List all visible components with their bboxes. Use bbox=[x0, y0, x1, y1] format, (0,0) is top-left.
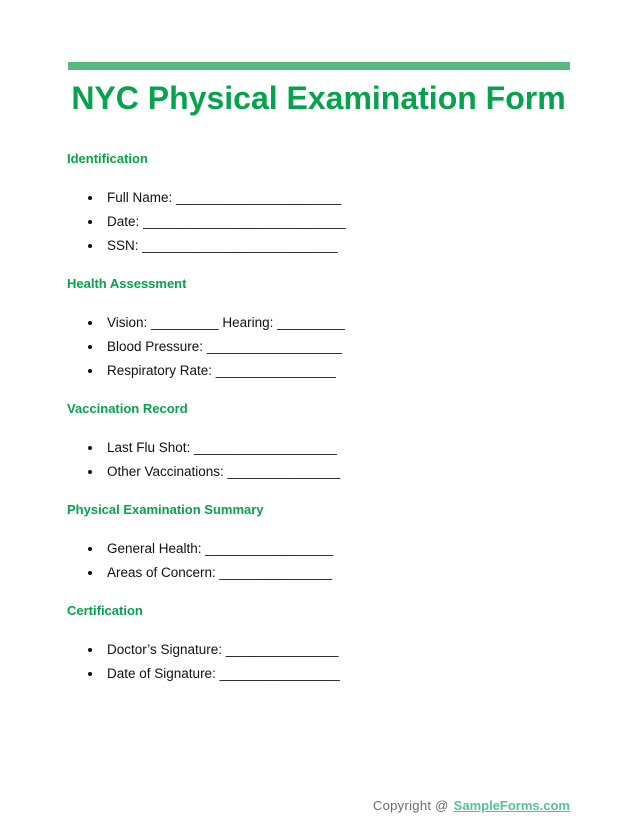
form-field-line: Doctor’s Signature: _______________ bbox=[67, 638, 572, 662]
section-heading: Certification bbox=[67, 603, 143, 618]
form-field-line: Other Vaccinations: _______________ bbox=[67, 460, 572, 484]
form-field-line: Vision: _________ Hearing: _________ bbox=[67, 311, 572, 335]
form-section-vaccination-record bbox=[67, 401, 572, 484]
sampleforms-link[interactable]: SampleForms.com bbox=[453, 798, 570, 813]
form-section-health-assessment bbox=[67, 276, 572, 383]
form-field-line: Respiratory Rate: ________________ bbox=[67, 359, 572, 383]
form-section-certification bbox=[67, 603, 572, 686]
section-heading: Vaccination Record bbox=[67, 401, 188, 416]
form-field-line: Date of Signature: ________________ bbox=[67, 662, 572, 686]
section-item-list bbox=[67, 537, 572, 585]
section-heading: Identification bbox=[67, 151, 148, 166]
form-field-line: Full Name: ______________________ bbox=[67, 186, 572, 210]
footer bbox=[373, 797, 570, 815]
copyright-text: Copyright @ bbox=[372, 798, 449, 813]
section-item-list bbox=[67, 186, 572, 258]
section-item-list bbox=[67, 436, 572, 484]
form-section-physical-examination-summary bbox=[67, 502, 572, 585]
section-item-list bbox=[67, 638, 572, 686]
title-accent-bar bbox=[68, 62, 570, 70]
form-field-line: Areas of Concern: _______________ bbox=[67, 561, 572, 585]
form-field-line: General Health: _________________ bbox=[67, 537, 572, 561]
section-heading: Health Assessment bbox=[67, 276, 187, 291]
form-field-line: Blood Pressure: __________________ bbox=[67, 335, 572, 359]
page-title: NYC Physical Examination Form bbox=[71, 80, 566, 116]
section-heading: Physical Examination Summary bbox=[67, 502, 264, 517]
form-field-line: Date: ___________________________ bbox=[67, 210, 572, 234]
form-section-identification bbox=[67, 151, 572, 258]
section-item-list bbox=[67, 311, 572, 383]
form-field-line: Last Flu Shot: ___________________ bbox=[67, 436, 572, 460]
form-field-line: SSN: __________________________ bbox=[67, 234, 572, 258]
